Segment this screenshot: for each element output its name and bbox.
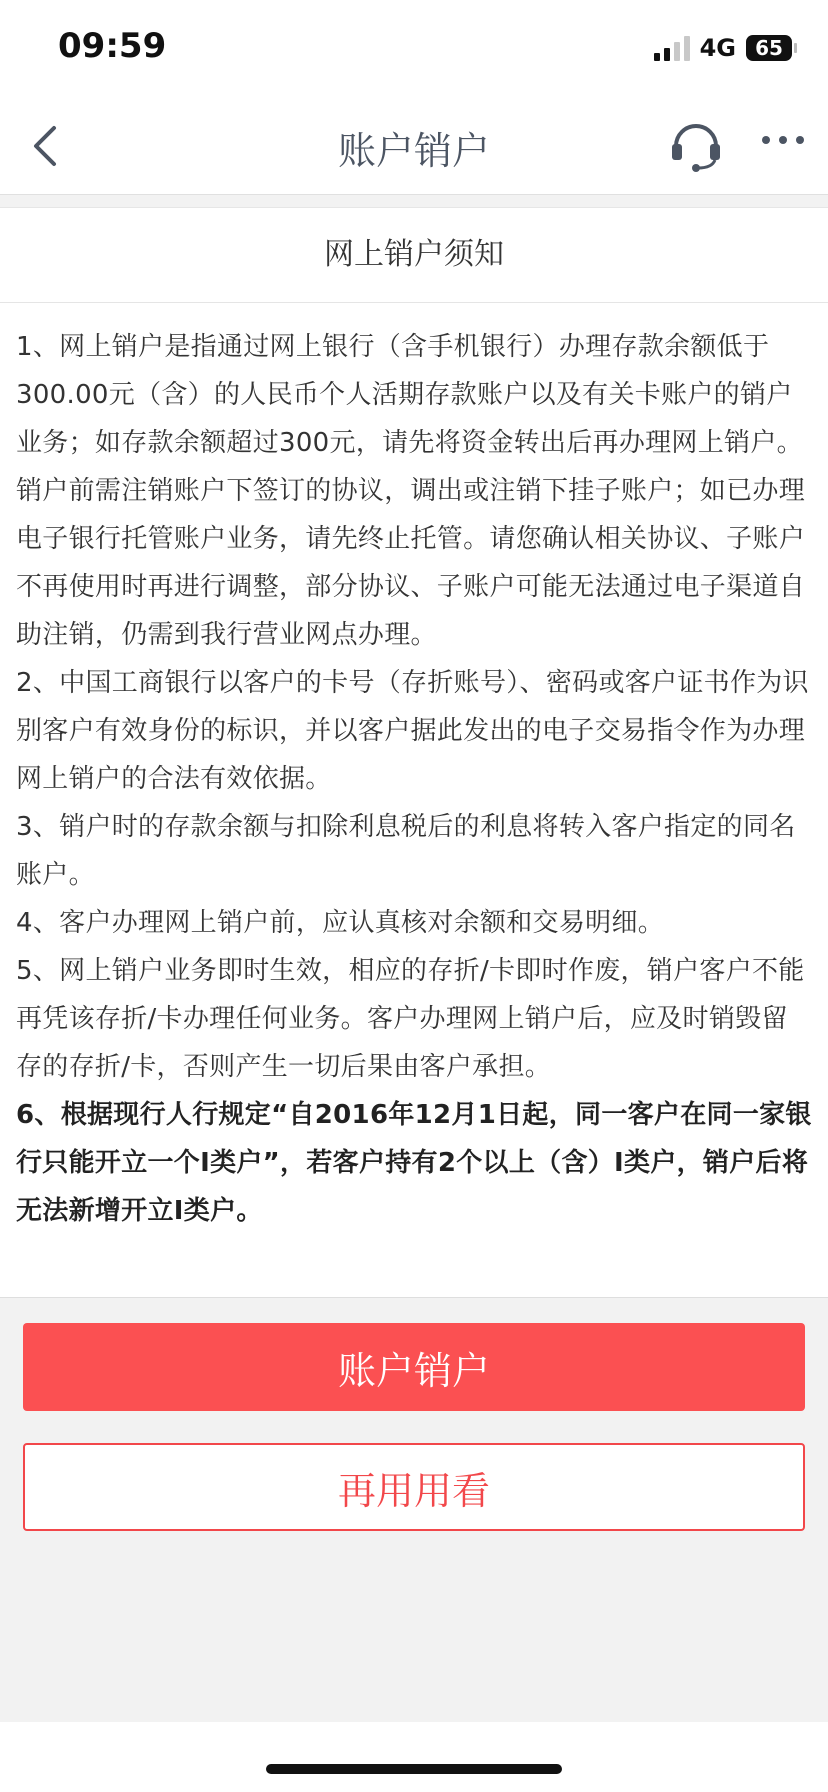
more-icon: [760, 130, 806, 150]
close-account-button[interactable]: 账户销户: [23, 1323, 805, 1411]
headset-icon: [668, 116, 724, 174]
notice-title: 网上销户须知: [0, 208, 828, 303]
keep-using-button[interactable]: 再用用看: [23, 1443, 805, 1531]
more-button[interactable]: [760, 130, 806, 150]
notice-paragraph-6: 6、根据现行人行规定“自2016年12月1日起，同一客户在同一家银行只能开立一个I类户”，若客户持有2个以上（含）I类户，销户后将无法新增开立I类户。: [16, 1100, 812, 1226]
status-bar: [0, 0, 828, 96]
signal-icon: [654, 35, 690, 61]
bottom-area: [0, 1722, 828, 1792]
notice-paragraph-5: 5、网上销户业务即时生效，相应的存折/卡即时作废，销户客户不能再凭该存折/卡办理任何业务。客户办理网上销户后，应及时销毁留存的存折/卡，否则产生一切后果由客户承担。: [16, 956, 805, 1082]
notice-paragraph-2: 2、中国工商银行以客户的卡号（存折账号）、密码或客户证书作为识别客户有效身份的标识，并以客户据此发出的电子交易指令作为办理网上销户的合法有效依据。: [16, 668, 809, 794]
status-indicators: [654, 34, 792, 62]
notice-paragraph-4: 4、客户办理网上销户前，应认真核对余额和交易明细。: [16, 908, 665, 938]
notice-panel: [0, 207, 828, 1298]
battery-icon: [746, 35, 792, 61]
page-title: 账户销户: [337, 129, 490, 173]
battery-level: 65: [755, 36, 783, 60]
network-type: 4G: [699, 34, 736, 62]
customer-service-button[interactable]: [668, 116, 724, 174]
nav-bar: [0, 96, 828, 195]
notice-paragraph-1: 1、网上销户是指通过网上银行（含手机银行）办理存款余额低于300.00元（含）的人民币个人活期存款账户以及有关卡账户的销户业务；如存款余额超过300元，请先将资金转出后再办理网上销户。销户前需注销账户下签订的协议，调出或注销下挂子账户；如已办理电子银行托管账户业务，请先终止托管。请您确认相关协议、子账户不再使用时再进行调整，部分协议、子账户可能无法通过电子渠道自助注销，仍需到我行营业网点办理。: [16, 332, 806, 650]
divider: [0, 195, 828, 207]
status-time: 09:59: [58, 26, 167, 66]
notice-paragraph-3: 3、销户时的存款余额与扣除利息税后的利息将转入客户指定的同名账户。: [16, 812, 796, 890]
home-indicator[interactable]: [266, 1764, 562, 1774]
notice-body: [0, 303, 828, 1235]
